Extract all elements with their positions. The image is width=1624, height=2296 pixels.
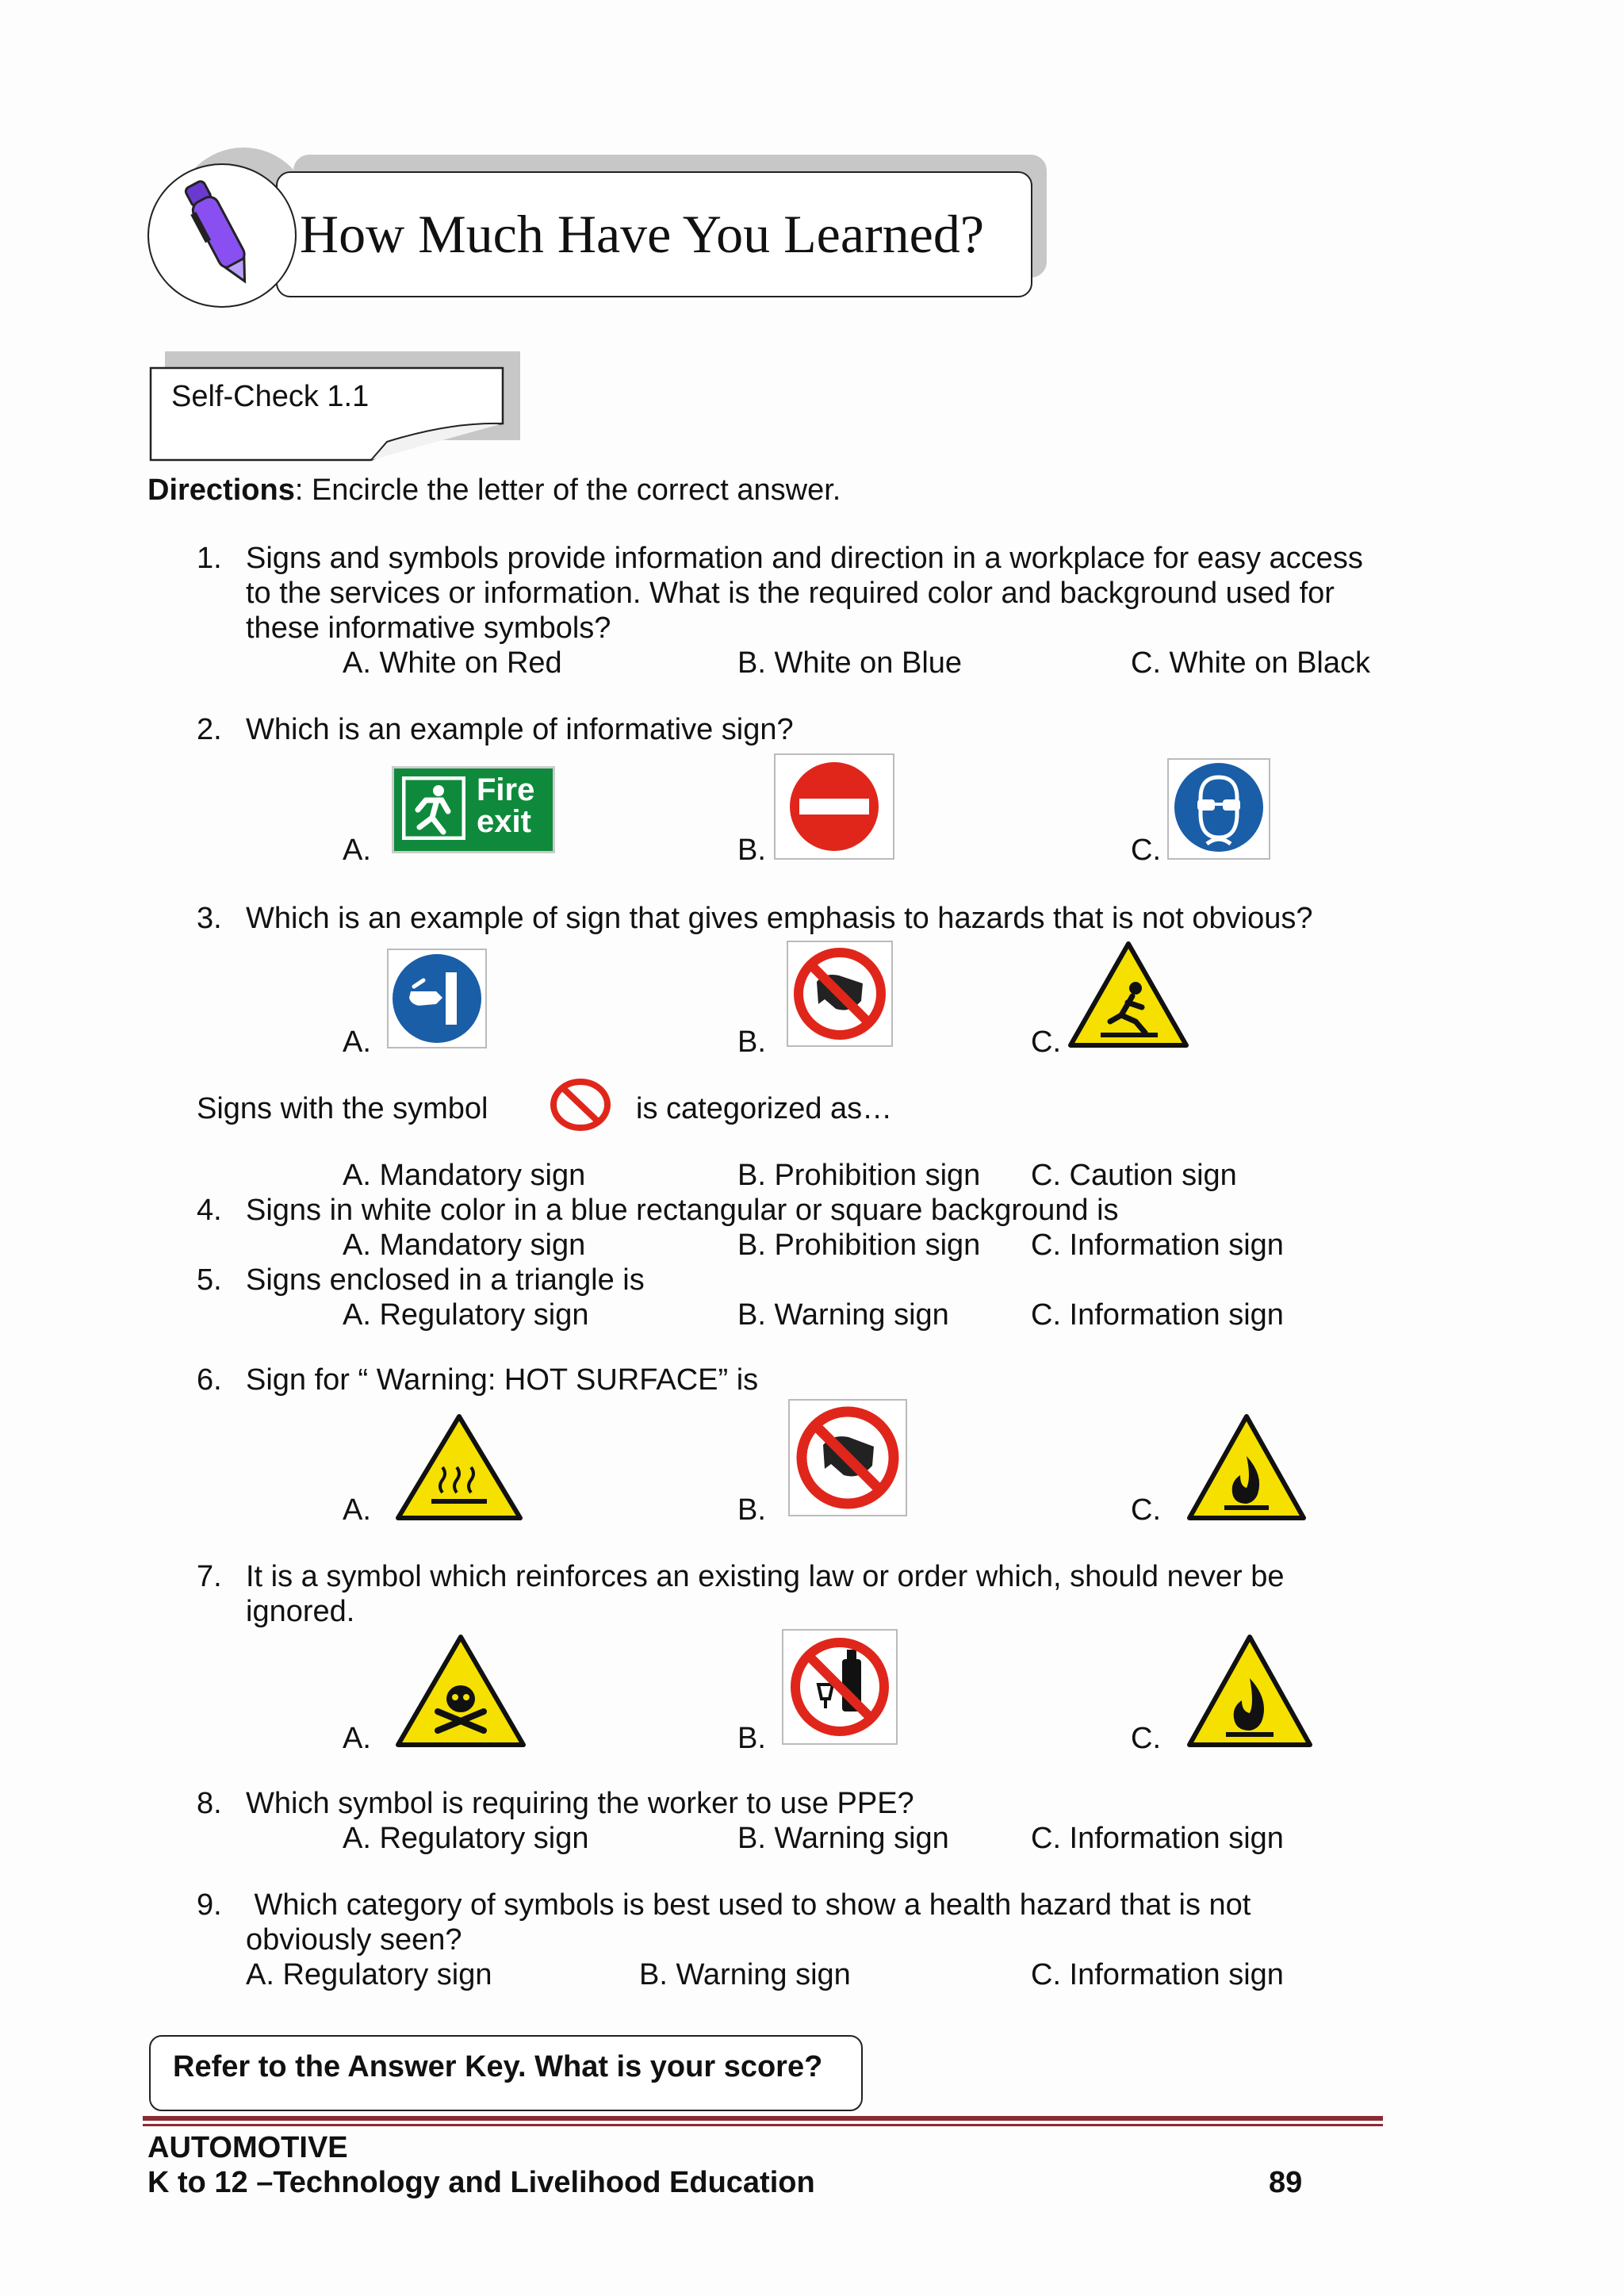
no-touch-sign	[788, 1399, 907, 1516]
q9-number: 9.	[197, 1888, 222, 1922]
directions-label: Directions	[147, 473, 295, 507]
q1-line-3: these informative symbols?	[246, 611, 611, 645]
no-touch-sign	[787, 941, 893, 1047]
directions	[147, 473, 841, 508]
q5-option-b[interactable]: B. Warning sign	[737, 1298, 949, 1332]
q1-line-1: Signs and symbols provide information and direction in a workplace for easy access	[246, 542, 1363, 575]
q1-number: 1.	[197, 542, 222, 575]
prohibition-symbol-icon	[549, 1077, 612, 1133]
q9-option-c[interactable]: C. Information sign	[1031, 1958, 1284, 1991]
footer-rule-thin	[143, 2124, 1383, 2126]
q7-number: 7.	[197, 1560, 222, 1593]
q2-option-b[interactable]: B.	[737, 834, 766, 867]
q5-number: 5.	[197, 1263, 222, 1297]
q6-text: Sign for “ Warning: HOT SURFACE” is	[246, 1363, 759, 1397]
footer-course: K to 12 –Technology and Livelihood Education	[147, 2166, 815, 2199]
q6-number: 6.	[197, 1363, 222, 1397]
hot-surface-warning	[393, 1412, 525, 1523]
footer-subject: AUTOMOTIVE	[147, 2131, 348, 2164]
q5-text: Signs enclosed in a triangle is	[246, 1263, 645, 1297]
symbol-question-pre: Signs with the symbol	[197, 1092, 488, 1125]
q5-option-c[interactable]: C. Information sign	[1031, 1298, 1284, 1332]
q7-option-a[interactable]: A.	[343, 1722, 371, 1755]
q6-option-c[interactable]: C.	[1131, 1493, 1161, 1527]
q4-text: Signs in white color in a blue rectangular or square background is	[246, 1194, 1119, 1227]
footer-rule	[143, 2116, 1383, 2121]
no-drinking-sign	[782, 1629, 898, 1745]
q2-number: 2.	[197, 713, 222, 746]
flammable-warning	[1185, 1632, 1315, 1750]
q2-text: Which is an example of informative sign?	[246, 713, 794, 746]
slippery-floor-warning	[1066, 939, 1191, 1050]
fire-exit-sign	[392, 766, 555, 853]
q8-option-b[interactable]: B. Warning sign	[737, 1822, 949, 1855]
q3-option-c[interactable]: C.	[1031, 1025, 1061, 1059]
q8-number: 8.	[197, 1787, 222, 1820]
symbol-option-c[interactable]: C. Caution sign	[1031, 1159, 1237, 1192]
q1-line-2: to the services or information. What is the required color and background used for	[246, 577, 1335, 610]
flammable-warning	[1185, 1412, 1308, 1523]
q8-option-a[interactable]: A. Regulatory sign	[343, 1822, 589, 1855]
q2-option-a[interactable]: A.	[343, 834, 371, 867]
q3-text: Which is an example of sign that gives emphasis to hazards that is not obvious?	[246, 902, 1313, 935]
q4-number: 4.	[197, 1194, 222, 1227]
q4-option-c[interactable]: C. Information sign	[1031, 1228, 1284, 1262]
fire-exit-label-2: exit	[477, 804, 531, 839]
q7-option-b[interactable]: B.	[737, 1722, 766, 1755]
pen-icon	[176, 171, 263, 290]
q9-line-2: obviously seen?	[246, 1923, 462, 1957]
q1-option-a[interactable]: A. White on Red	[343, 646, 562, 680]
no-entry-sign	[774, 753, 894, 860]
symbol-option-a[interactable]: A. Mandatory sign	[343, 1159, 586, 1192]
symbol-option-b[interactable]: B. Prohibition sign	[737, 1159, 981, 1192]
q7-line-1: It is a symbol which reinforces an existing law or order which, should never be	[246, 1560, 1285, 1593]
q1-option-b[interactable]: B. White on Blue	[737, 646, 963, 680]
q5-option-a[interactable]: A. Regulatory sign	[343, 1298, 589, 1332]
q6-option-b[interactable]: B.	[737, 1493, 766, 1527]
mandatory-hand-sign	[387, 949, 487, 1048]
q1-option-c[interactable]: C. White on Black	[1131, 646, 1370, 680]
q4-option-a[interactable]: A. Mandatory sign	[343, 1228, 586, 1262]
page-title: How Much Have You Learned?	[300, 204, 985, 264]
score-prompt: Refer to the Answer Key. What is your score?	[173, 2050, 823, 2083]
fire-exit-label-1: Fire	[477, 772, 535, 807]
running-man-icon	[402, 776, 465, 840]
q6-option-a[interactable]: A.	[343, 1493, 371, 1527]
q9-option-a[interactable]: A. Regulatory sign	[246, 1958, 492, 1991]
q9-line-1: Which category of symbols is best used to show a health hazard that is not	[246, 1888, 1251, 1922]
page-number: 89	[1269, 2166, 1303, 2199]
q8-option-c[interactable]: C. Information sign	[1031, 1822, 1284, 1855]
q3-option-a[interactable]: A.	[343, 1025, 371, 1059]
q3-number: 3.	[197, 902, 222, 935]
q9-option-b[interactable]: B. Warning sign	[639, 1958, 851, 1991]
q7-option-c[interactable]: C.	[1131, 1722, 1161, 1755]
q3-option-b[interactable]: B.	[737, 1025, 766, 1059]
self-check-label: Self-Check 1.1	[171, 380, 370, 413]
symbol-question-post: is categorized as…	[636, 1092, 893, 1125]
q8-text: Which symbol is requiring the worker to use PPE?	[246, 1787, 914, 1820]
eye-protection-sign	[1167, 758, 1270, 860]
q4-option-b[interactable]: B. Prohibition sign	[737, 1228, 981, 1262]
directions-text: : Encircle the letter of the correct answer.	[294, 473, 841, 507]
q7-line-2: ignored.	[246, 1595, 355, 1628]
q2-option-c[interactable]: C.	[1131, 834, 1161, 867]
toxic-warning	[393, 1632, 528, 1750]
